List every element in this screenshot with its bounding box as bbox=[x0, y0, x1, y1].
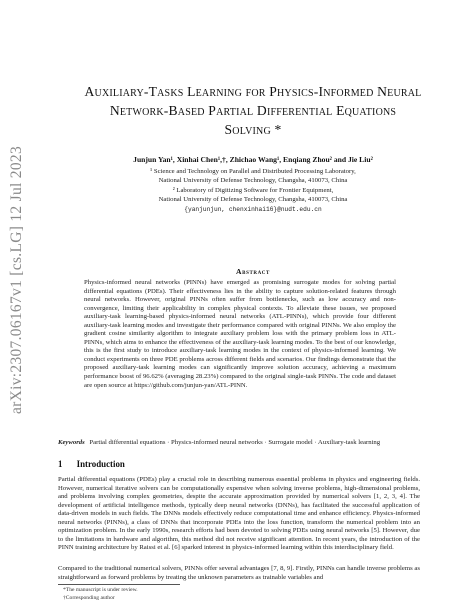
affiliation-line-2: National University of Defense Technology, Changsha, 410073, China bbox=[158, 177, 348, 185]
affiliations bbox=[70, 167, 436, 214]
affiliation-line-1: ¹ Science and Technology on Parallel and Distributed Processing Laboratory, bbox=[150, 168, 356, 175]
section-title: Introduction bbox=[76, 459, 125, 469]
intro-paragraph-1: Partial differential equations (PDEs) play a crucial role in describing numerous essential problems in physics and engineering fields. However, numerical iterative solvers can be computationally expensive when solving inverse problems, high-dimensional problems, and problems involving complex geometries, despite the accurate approximation provided by numerical solvers [1, 2, 3, 4]. The development of artificial intelligence methods, typically deep neural networks (DNNs), has facilitated the successful application of data-driven models in such fields. The DNNs models effectively reduce computational time and enhance efficiency. Physics-informed neural networks (PINNs), a class of DNNs that incorporate PDEs into the loss function, transform the numerical problem into an optimization problem. In the early 1990s, research efforts had been devoted to solving PDEs using neural networks [5]. However, due to the limitations in hardware and algorithm, this method did not receive significant attention. In recent years, the introduction of the PINN training architecture by Raissi et al. [6] sparked interest in physics-informed learning within this interdisciplinary field. bbox=[58, 476, 420, 552]
footnote-2: †Corresponding author bbox=[63, 595, 115, 601]
footnote-1: *The manuscript is under review. bbox=[63, 587, 138, 593]
author-email: {yanjunjun, chenxinhai16}@nudt.edu.cn bbox=[184, 205, 322, 213]
paper-title bbox=[70, 82, 436, 139]
intro-paragraph-2: Compared to the traditional numerical solvers, PINNs offer several advantages [7, 8, 9]. Firstly, PINNs can handle inverse problems as straightforward as forward problems by treating the unknown parameters as trainable variables and bbox=[58, 565, 420, 581]
keywords-text: Partial differential equations · Physics-informed neural networks · Surrogate model · Auxiliary-task learning bbox=[89, 439, 381, 446]
section-number: 1 bbox=[58, 459, 63, 469]
arxiv-stamp-text: arXiv:2307.06167v1 [cs.LG] 12 Jul 2023 bbox=[8, 146, 26, 414]
title-line-2: Network-Based Partial Differential Equations bbox=[109, 103, 397, 118]
title-line-3: Solving * bbox=[224, 122, 282, 137]
keywords-line bbox=[58, 439, 458, 448]
title-line-1: Auxiliary-Tasks Learning for Physics-Informed Neural bbox=[84, 84, 422, 99]
affiliation-line-4: National University of Defense Technology, Changsha, 410073, China bbox=[158, 196, 348, 204]
section-heading bbox=[58, 459, 125, 469]
arxiv-stamp bbox=[4, 146, 30, 414]
keywords-label: Keywords bbox=[58, 439, 85, 446]
abstract-heading: Abstract bbox=[236, 267, 270, 276]
author-list: Junjun Yan¹, Xinhai Chen¹,†, Zhichao Wang¹, Enqiang Zhou² and Jie Liu² bbox=[133, 155, 373, 164]
footnote-rule bbox=[58, 584, 180, 585]
abstract-text: Physics-informed neural networks (PINNs) have emerged as promising surrogate modes for solving partial differential equations (PDEs). Their effectiveness lies in the ability to capture solution-related features through neural networks. However, original PINNs often suffer from bottlenecks, such as low accuracy and non-convergence, limiting their applicability in complex physical contexts. To alleviate these issues, we proposed auxiliary-task learning-based physics-informed neural networks (ATL-PINNs), which provide four different auxiliary-task learning modes and investigate their performance compared with original PINNs. We also employ the gradient cosine similarity algorithm to integrate auxiliary problem loss with the primary problem loss in ATL-PINNs, which aims to enhance the effectiveness of the auxiliary-task learning modes. To the best of our knowledge, this is the first study to introduce auxiliary-task learning modes in the context of physics-informed learning. We conduct experiments on three PDE problems across different fields and scenarios. Our findings demonstrate that the proposed auxiliary-task learning modes can significantly improve solution accuracy, achieving a maximum performance boost of 96.62% (averaging 28.23%) compared to the original single-task PINNs. The code and dataset are open source at https://github.com/junjun-yan/ATL-PINN. bbox=[84, 279, 396, 389]
affiliation-line-3: ² Laboratory of Digitizing Software for Frontier Equipment, bbox=[172, 186, 334, 194]
